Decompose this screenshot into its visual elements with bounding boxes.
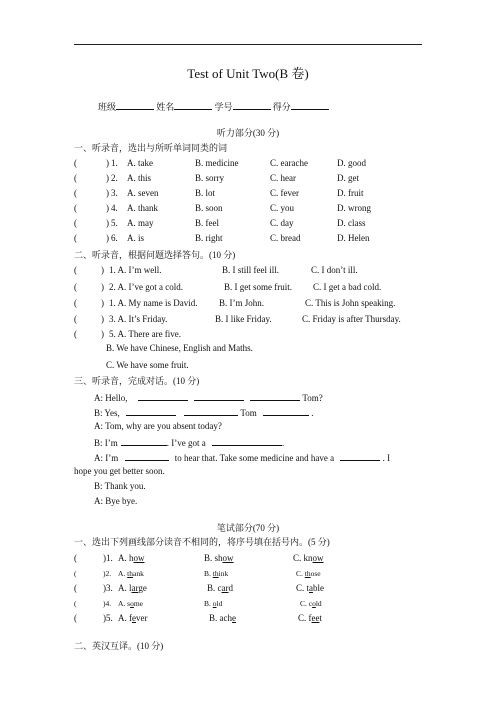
option-a: 1. A. My name is David. (109, 298, 198, 308)
option-c (296, 568, 321, 579)
underlined-letters: th (127, 569, 134, 578)
option-b: B. feel (195, 218, 219, 228)
underlined-letters: ow (133, 553, 145, 563)
option-text: ge (138, 583, 147, 593)
listening-s3-heading: 三、听录音，完成对话。(10 分) (74, 376, 200, 386)
option-d: D. Helen (337, 233, 370, 243)
answer-paren-close[interactable]: ) (101, 298, 104, 308)
dialog-blank[interactable] (194, 391, 244, 401)
option-text: A. s (118, 599, 131, 608)
answer-paren-open[interactable]: ( (74, 329, 77, 339)
name-blank[interactable] (174, 100, 212, 110)
header-rule (74, 44, 422, 45)
listening-s2-item5-c: C. We have some fruit. (106, 360, 189, 370)
dialog-blank[interactable] (263, 406, 309, 416)
option-c: C. earache (270, 158, 308, 168)
number-blank[interactable] (233, 100, 271, 110)
question-number: 2. (111, 173, 118, 183)
option-text: B. ach (209, 613, 232, 623)
question-number: )3. (103, 583, 113, 593)
answer-paren-open[interactable]: ( (74, 203, 77, 213)
answer-paren-close[interactable]: ) (106, 158, 109, 168)
listening-header: 听力部分(30 分) (216, 128, 280, 138)
option-a (118, 613, 148, 624)
dialog-blank[interactable] (340, 451, 380, 461)
option-a (118, 568, 144, 579)
option-b: B. right (195, 233, 223, 243)
dialog-text: A: I’m (94, 453, 119, 463)
question-number: 6. (111, 233, 118, 243)
underlined-letters: o (312, 599, 316, 608)
option-text: C. c (300, 599, 313, 608)
option-text: B. c (207, 583, 222, 593)
class-blank[interactable] (116, 100, 154, 110)
option-d: D. good (337, 158, 366, 168)
answer-paren-close[interactable]: ) (106, 173, 109, 183)
option-b (204, 598, 222, 609)
option-b (204, 568, 228, 579)
answer-paren-open[interactable]: ( (74, 188, 77, 198)
option-c: C. Friday is after Thursday. (302, 314, 401, 324)
option-c (296, 583, 324, 594)
option-text: C. (296, 569, 305, 578)
option-a: A. seven (127, 188, 159, 198)
question-number: 4. (111, 203, 118, 213)
question-number: 1. (111, 158, 118, 168)
option-text: A. f (118, 613, 132, 623)
option-c (293, 553, 324, 564)
answer-paren-close[interactable]: ) (101, 314, 104, 324)
option-text: A. l (118, 583, 132, 593)
answer-paren-open[interactable]: ( (74, 158, 77, 168)
option-b: B. I still feel ill. (222, 265, 279, 275)
option-c: C. hear (270, 173, 296, 183)
option-a: A. is (127, 233, 145, 243)
option-text: C. kn (293, 553, 313, 563)
option-text: t (319, 613, 323, 623)
answer-paren-open[interactable]: ( (74, 583, 77, 593)
dialog-line-7: B: Thank you. (94, 481, 146, 491)
dialog-blank[interactable] (138, 391, 188, 401)
option-b: B. soon (195, 203, 223, 213)
option-b: B. medicine (195, 158, 239, 168)
dialog-blank[interactable] (184, 406, 238, 416)
dialog-blank[interactable] (126, 406, 176, 416)
dialog-blank[interactable] (250, 391, 300, 401)
option-text: C. f (298, 613, 312, 623)
underlined-letters: ee (311, 613, 320, 623)
option-text: ose (310, 569, 321, 578)
underlined-letters: e (232, 613, 236, 623)
underlined-letters: ow (222, 553, 234, 563)
option-text: B. (204, 569, 213, 578)
answer-paren-open[interactable]: ( (74, 218, 77, 228)
question-number: )2. (103, 569, 112, 578)
answer-paren-open[interactable]: ( (74, 599, 77, 608)
option-b (204, 553, 234, 564)
option-text: A. (118, 569, 128, 578)
underlined-letters: ar (131, 583, 139, 593)
dialog-line-5 (94, 451, 390, 464)
underlined-letters: o (212, 599, 217, 608)
answer-paren-close[interactable]: ) (106, 203, 109, 213)
option-d: D. class (337, 218, 366, 228)
option-a (118, 553, 145, 564)
underlined-letters: ow (312, 553, 324, 563)
option-text: me (133, 599, 144, 608)
option-a: 2. A. I’ve got a cold. (109, 282, 183, 292)
question-number: 5. (111, 218, 118, 228)
answer-paren-close[interactable]: ) (101, 329, 104, 339)
dialog-text: Tom? (302, 393, 323, 403)
option-c (300, 598, 322, 609)
option-c: C. day (270, 218, 294, 228)
option-b: B. I’m John. (219, 298, 264, 308)
answer-paren-open[interactable]: ( (74, 569, 77, 578)
dialog-line-8: A: Bye bye. (94, 496, 138, 506)
answer-paren-open[interactable]: ( (74, 173, 77, 183)
option-c: C. This is John speaking. (305, 298, 396, 308)
answer-paren-open[interactable]: ( (74, 613, 77, 623)
answer-paren-close[interactable]: ) (101, 265, 104, 275)
option-c: C. fever (270, 188, 299, 198)
underlined-letters: th (304, 569, 311, 578)
question-number: )1. (103, 553, 113, 563)
dialog-line-6: hope you get better soon. (74, 466, 165, 476)
dialog-text: B: I’m (94, 438, 118, 448)
name-label: 姓名 (156, 102, 175, 112)
option-a: 3. A. It’s Friday. (109, 314, 168, 324)
score-label: 得分 (272, 102, 291, 112)
dialog-text: to hear that. Take some medicine and have a (174, 453, 335, 463)
dialog-text: B: Yes, (94, 408, 120, 418)
option-c: C. bread (270, 233, 301, 243)
option-text: B. (204, 599, 213, 608)
option-a: 1. A. I’m well. (109, 265, 162, 275)
written-s1-heading: 一、选出下列画线部分读音不相同的，将序号填在括号内。(5 分) (74, 537, 330, 547)
dialog-text: Tom (240, 408, 257, 418)
dialog-text: A: Hello, (94, 393, 128, 403)
option-text: ld (216, 599, 223, 608)
answer-paren-open[interactable]: ( (74, 282, 77, 292)
option-text: ank (133, 569, 144, 578)
underlined-letters: ar (221, 583, 229, 593)
dialog-line-1 (94, 391, 323, 404)
written-s2-heading: 二、英汉互译。(10 分) (74, 641, 164, 651)
option-a: A. take (127, 158, 153, 168)
answer-paren-close[interactable]: ) (106, 233, 109, 243)
listening-s2-heading: 二、听录音，根据问题选择答句。(10 分) (74, 250, 236, 260)
dialog-blank[interactable] (121, 436, 167, 446)
option-text: ld (315, 599, 322, 608)
dialog-blank[interactable] (212, 436, 285, 448)
dialog-line-3: A: Tom, why are you absent today? (94, 421, 222, 431)
option-text: ble (313, 583, 325, 593)
answer-paren-open[interactable]: ( (74, 298, 77, 308)
underlined-letters: th (212, 569, 219, 578)
question-number: )4. (103, 599, 112, 608)
option-c: C. you (270, 203, 295, 213)
option-d: D. get (337, 173, 359, 183)
option-a: 5. A. There are five. (109, 329, 182, 339)
listening-s1-heading: 一、听录音，选出与所听单词同类的词 (74, 143, 228, 153)
dialog-line-2 (94, 406, 313, 419)
answer-paren-open[interactable]: ( (74, 314, 77, 324)
answer-paren-open[interactable]: ( (74, 265, 77, 275)
dialog-text: . (281, 438, 285, 448)
option-b: B. lot (195, 188, 216, 198)
option-c (298, 613, 322, 624)
option-b: B. sorry (195, 173, 224, 183)
option-a (118, 598, 143, 609)
question-number: )5. (103, 613, 113, 623)
option-a: A. this (127, 173, 152, 183)
underlined-letters: o (130, 599, 134, 608)
dialog-blank[interactable] (125, 451, 169, 461)
number-label: 学号 (214, 102, 233, 112)
option-text: B. sh (204, 553, 223, 563)
student-info-row (98, 100, 329, 113)
option-text: A. h (118, 553, 134, 563)
option-c: C. I don’t ill. (311, 265, 358, 275)
page-title: Test of Unit Two(B 卷) (187, 66, 309, 81)
dialog-text: . I (382, 453, 391, 463)
option-c: C. I get a bad cold. (313, 282, 382, 292)
option-b: B. I like Friday. (215, 314, 272, 324)
option-b (207, 583, 233, 594)
score-blank[interactable] (291, 100, 329, 110)
underlined-letters: a (309, 583, 314, 593)
answer-paren-open[interactable]: ( (74, 233, 77, 243)
option-text: ink (218, 569, 229, 578)
option-b (209, 613, 236, 624)
written-header: 笔试部分(70 分) (216, 523, 280, 533)
dialog-line-4 (94, 436, 284, 449)
option-a (118, 583, 147, 594)
option-a: A. thank (127, 203, 158, 213)
dialog-text: . (311, 408, 314, 418)
answer-paren-open[interactable]: ( (74, 553, 77, 563)
option-d: D. fruit (337, 188, 364, 198)
answer-paren-close[interactable]: ) (106, 218, 109, 228)
option-a: A. may (127, 218, 154, 228)
underlined-letters: e (132, 613, 136, 623)
class-label: 班级 (98, 102, 117, 112)
dialog-text: . I’ve got a (166, 438, 206, 448)
option-text: d (228, 583, 233, 593)
listening-s2-item5-b: B. We have Chinese, English and Maths. (106, 343, 253, 353)
option-b: B. I get some fruit. (224, 282, 292, 292)
option-d: D. wrong (337, 203, 371, 213)
question-number: 3. (111, 188, 118, 198)
answer-paren-close[interactable]: ) (106, 188, 109, 198)
option-text: ver (136, 613, 148, 623)
answer-paren-close[interactable]: ) (101, 282, 104, 292)
option-text: C. t (296, 583, 310, 593)
